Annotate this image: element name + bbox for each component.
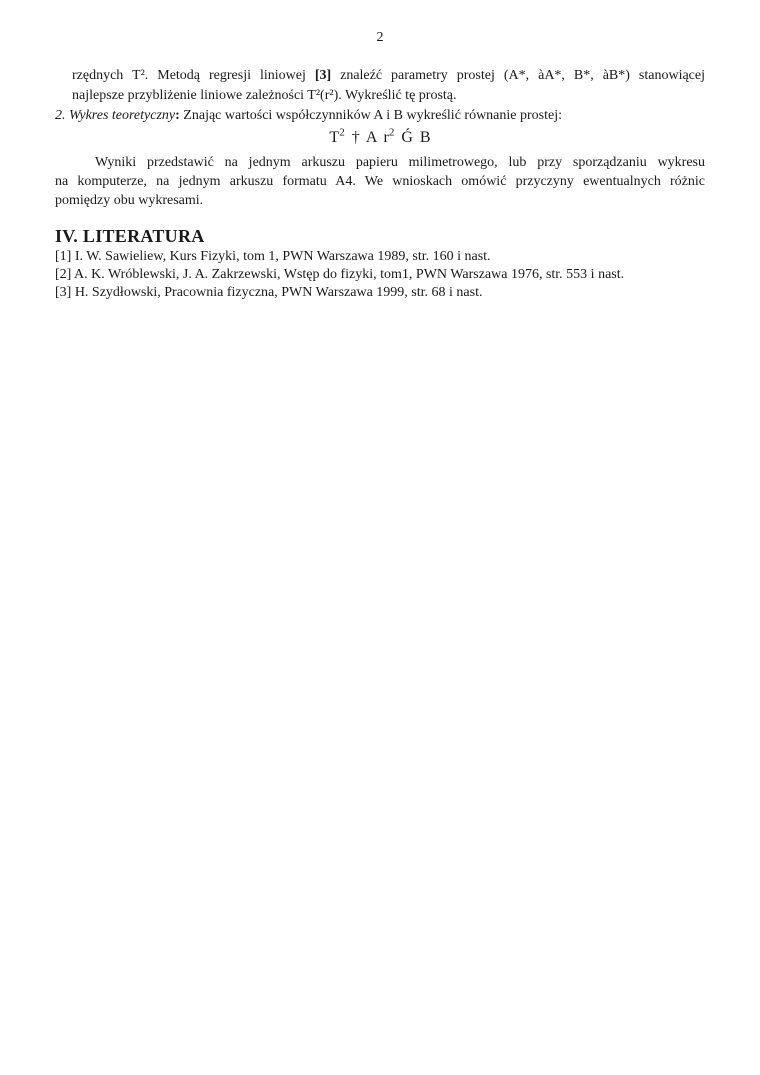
reference-item-1: [1] I. W. Sawieliew, Kurs Fizyki, tom 1, PWN Warszawa 1989, str. 160 i nast. xyxy=(55,249,491,264)
equation-line xyxy=(55,128,705,148)
reference-item-2: [2] A. K. Wróblewski, J. A. Zakrzewski, Wstęp do fizyki, tom1, PWN Warszawa 1976, str. 553 i nast. xyxy=(55,267,625,282)
page-number: 2 xyxy=(376,30,384,45)
results-paragraph-line1: Wyniki przedstawić na jednym arkuszu papieru milimetrowego, lub przy sporządzaniu wykresu xyxy=(95,155,705,170)
item1-line2: najlepsze przybliżenie liniowe zależności T²(r²). Wykreślić tę prostą. xyxy=(72,88,457,103)
formula-superscript-1: 2 xyxy=(339,126,345,139)
results-paragraph-line3: pomiędzy obu wykresami. xyxy=(55,193,204,208)
formula-end-segment: Ǵ B xyxy=(394,129,431,146)
item2-colon: : xyxy=(175,108,180,123)
references-list xyxy=(55,248,705,302)
item2-line xyxy=(55,106,705,126)
document-content xyxy=(55,66,705,302)
literatura-section-heading: IV. LITERATURA xyxy=(55,226,205,246)
item1-line1-text-pre: rzędnych T². Metodą regresji liniowej xyxy=(72,68,315,83)
formula-middle-segment: † A r xyxy=(344,129,389,146)
results-paragraph xyxy=(55,153,705,210)
reference-item-3: [3] H. Szydłowski, Pracownia fizyczna, PWN Warszawa 1999, str. 68 i nast. xyxy=(55,285,483,300)
item2-marker-label: 2. Wykres teoretyczny xyxy=(55,108,176,123)
formula-symbol-T: T xyxy=(329,129,340,146)
citation-marker-3: [3] xyxy=(314,68,332,83)
formula-superscript-2: 2 xyxy=(388,126,395,139)
item1-line1 xyxy=(55,66,705,86)
results-paragraph-line2: na komputerze, na jednym arkuszu formatu A4. We wnioskach omówić przyczyny ewentualnych różnic xyxy=(55,174,705,189)
item2-text: Znając wartości współczynników A i B wykreślić równanie prostej: xyxy=(179,108,562,123)
item1-line1-text-post: znaleźć parametry prostej (A*, àA*, B*, àB*) stanowiącej xyxy=(331,68,705,83)
